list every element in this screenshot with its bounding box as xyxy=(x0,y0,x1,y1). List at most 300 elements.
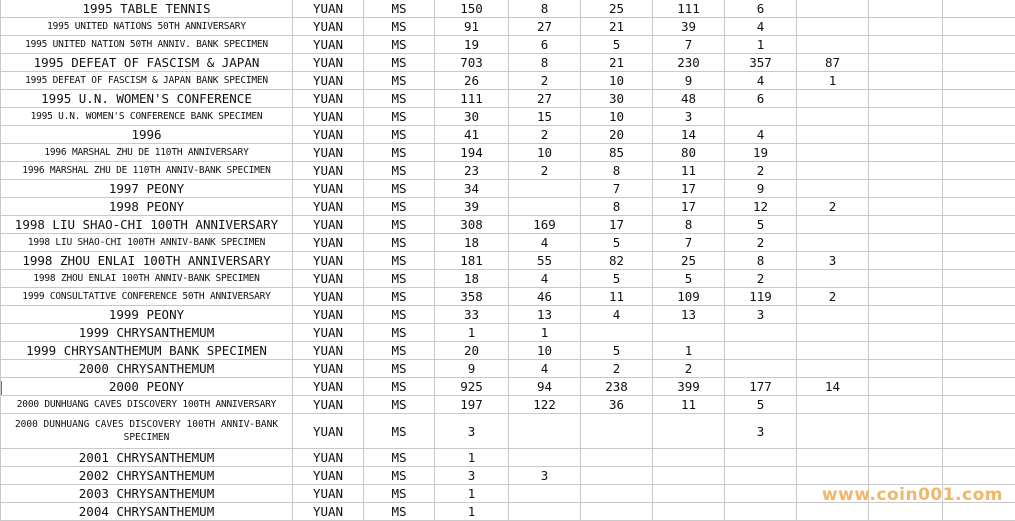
cell-c1[interactable]: 181 xyxy=(435,252,509,270)
cell-c1[interactable]: 150 xyxy=(435,0,509,18)
cell-c5[interactable] xyxy=(725,449,797,467)
cell-c1[interactable]: 30 xyxy=(435,108,509,126)
cell-c2[interactable]: 27 xyxy=(509,90,581,108)
cell-currency[interactable]: YUAN xyxy=(293,288,364,306)
cell-currency[interactable]: YUAN xyxy=(293,108,364,126)
cell-type[interactable]: MS xyxy=(364,108,435,126)
cell-c3[interactable]: 5 xyxy=(581,234,653,252)
cell-c2[interactable]: 10 xyxy=(509,342,581,360)
cell-currency[interactable]: YUAN xyxy=(293,503,364,521)
cell-c1[interactable]: 703 xyxy=(435,54,509,72)
empty-cell[interactable] xyxy=(943,414,1015,449)
cell-name[interactable]: 1996 MARSHAL ZHU DE 110TH ANNIVERSARY xyxy=(1,144,293,162)
cell-c1[interactable]: 3 xyxy=(435,414,509,449)
cell-name[interactable]: 1995 DEFEAT OF FASCISM & JAPAN BANK SPECIMEN xyxy=(1,72,293,90)
cell-currency[interactable]: YUAN xyxy=(293,306,364,324)
cell-currency[interactable]: YUAN xyxy=(293,234,364,252)
cell-type[interactable]: MS xyxy=(364,180,435,198)
cell-c1[interactable]: 1 xyxy=(435,324,509,342)
cell-c4[interactable]: 39 xyxy=(653,18,725,36)
cell-c3[interactable]: 30 xyxy=(581,90,653,108)
cell-name[interactable]: 1995 DEFEAT OF FASCISM & JAPAN xyxy=(1,54,293,72)
cell-type[interactable]: MS xyxy=(364,252,435,270)
cell-name[interactable]: 1999 CONSULTATIVE CONFERENCE 50TH ANNIVERSARY xyxy=(1,288,293,306)
empty-cell[interactable] xyxy=(943,144,1015,162)
cell-c5[interactable]: 9 xyxy=(725,180,797,198)
cell-name[interactable]: 2003 CHRYSANTHEMUM xyxy=(1,485,293,503)
cell-c3[interactable]: 5 xyxy=(581,36,653,54)
cell-c2[interactable]: 46 xyxy=(509,288,581,306)
cell-c4[interactable]: 17 xyxy=(653,198,725,216)
empty-cell[interactable] xyxy=(869,252,943,270)
cell-c6[interactable] xyxy=(797,0,869,18)
cell-name[interactable]: 1998 ZHOU ENLAI 100TH ANNIV-BANK SPECIMEN xyxy=(1,270,293,288)
empty-cell[interactable] xyxy=(869,162,943,180)
cell-type[interactable]: MS xyxy=(364,485,435,503)
cell-c4[interactable]: 7 xyxy=(653,234,725,252)
cell-c5[interactable]: 5 xyxy=(725,216,797,234)
cell-name[interactable]: 1995 TABLE TENNIS xyxy=(1,0,293,18)
cell-c1[interactable]: 18 xyxy=(435,234,509,252)
cell-type[interactable]: MS xyxy=(364,503,435,521)
cell-c5[interactable]: 4 xyxy=(725,126,797,144)
cell-c2[interactable]: 10 xyxy=(509,144,581,162)
cell-c3[interactable]: 85 xyxy=(581,144,653,162)
cell-c4[interactable]: 1 xyxy=(653,342,725,360)
cell-name[interactable]: 1995 UNITED NATION 50TH ANNIV. BANK SPECIMEN xyxy=(1,36,293,54)
cell-type[interactable]: MS xyxy=(364,306,435,324)
cell-c4[interactable]: 80 xyxy=(653,144,725,162)
empty-cell[interactable] xyxy=(943,449,1015,467)
cell-type[interactable]: MS xyxy=(364,216,435,234)
cell-c5[interactable] xyxy=(725,108,797,126)
cell-c6[interactable] xyxy=(797,270,869,288)
cell-type[interactable]: MS xyxy=(364,162,435,180)
cell-c2[interactable]: 3 xyxy=(509,467,581,485)
empty-cell[interactable] xyxy=(943,324,1015,342)
cell-c3[interactable]: 7 xyxy=(581,180,653,198)
cell-c6[interactable] xyxy=(797,162,869,180)
cell-c2[interactable]: 8 xyxy=(509,54,581,72)
empty-cell[interactable] xyxy=(943,378,1015,396)
cell-c3[interactable]: 8 xyxy=(581,162,653,180)
cell-c1[interactable]: 18 xyxy=(435,270,509,288)
cell-c5[interactable]: 6 xyxy=(725,0,797,18)
cell-currency[interactable]: YUAN xyxy=(293,18,364,36)
cell-type[interactable]: MS xyxy=(364,414,435,449)
cell-c4[interactable]: 11 xyxy=(653,162,725,180)
cell-c2[interactable]: 2 xyxy=(509,72,581,90)
cell-c3[interactable] xyxy=(581,324,653,342)
cell-name[interactable]: 1996 xyxy=(1,126,293,144)
cell-currency[interactable]: YUAN xyxy=(293,36,364,54)
cell-name[interactable]: 1995 UNITED NATIONS 50TH ANNIVERSARY xyxy=(1,18,293,36)
cell-c6[interactable] xyxy=(797,108,869,126)
cell-c6[interactable] xyxy=(797,216,869,234)
cell-c6[interactable] xyxy=(797,234,869,252)
empty-cell[interactable] xyxy=(869,126,943,144)
cell-c3[interactable]: 5 xyxy=(581,342,653,360)
cell-c2[interactable]: 4 xyxy=(509,360,581,378)
cell-currency[interactable]: YUAN xyxy=(293,72,364,90)
cell-c1[interactable]: 26 xyxy=(435,72,509,90)
empty-cell[interactable] xyxy=(869,467,943,485)
cell-c1[interactable]: 20 xyxy=(435,342,509,360)
cell-c6[interactable] xyxy=(797,342,869,360)
cell-type[interactable]: MS xyxy=(364,270,435,288)
empty-cell[interactable] xyxy=(869,288,943,306)
cell-type[interactable]: MS xyxy=(364,72,435,90)
cell-c2[interactable]: 2 xyxy=(509,162,581,180)
cell-currency[interactable]: YUAN xyxy=(293,324,364,342)
cell-c2[interactable]: 13 xyxy=(509,306,581,324)
empty-cell[interactable] xyxy=(943,126,1015,144)
cell-c2[interactable]: 94 xyxy=(509,378,581,396)
cell-c3[interactable]: 2 xyxy=(581,360,653,378)
cell-c3[interactable]: 82 xyxy=(581,252,653,270)
cell-c4[interactable]: 5 xyxy=(653,270,725,288)
cell-c6[interactable]: 2 xyxy=(797,288,869,306)
cell-c6[interactable] xyxy=(797,324,869,342)
empty-cell[interactable] xyxy=(943,36,1015,54)
cell-c5[interactable] xyxy=(725,503,797,521)
cell-c2[interactable] xyxy=(509,414,581,449)
cell-c5[interactable]: 357 xyxy=(725,54,797,72)
cell-name[interactable]: 2000 DUNHUANG CAVES DISCOVERY 100TH ANNIV-BANK SPECIMEN xyxy=(1,414,293,449)
cell-c6[interactable]: 14 xyxy=(797,378,869,396)
cell-c2[interactable]: 2 xyxy=(509,126,581,144)
cell-type[interactable]: MS xyxy=(364,324,435,342)
cell-c1[interactable]: 23 xyxy=(435,162,509,180)
cell-c5[interactable]: 3 xyxy=(725,306,797,324)
cell-c4[interactable]: 11 xyxy=(653,396,725,414)
cell-c3[interactable]: 11 xyxy=(581,288,653,306)
cell-c4[interactable]: 7 xyxy=(653,36,725,54)
cell-c6[interactable] xyxy=(797,467,869,485)
cell-c5[interactable]: 5 xyxy=(725,396,797,414)
empty-cell[interactable] xyxy=(869,234,943,252)
empty-cell[interactable] xyxy=(869,396,943,414)
cell-name[interactable]: 1999 PEONY xyxy=(1,306,293,324)
cell-type[interactable]: MS xyxy=(364,54,435,72)
cell-c4[interactable] xyxy=(653,324,725,342)
cell-c2[interactable]: 8 xyxy=(509,0,581,18)
cell-c3[interactable] xyxy=(581,449,653,467)
cell-c4[interactable]: 109 xyxy=(653,288,725,306)
cell-c5[interactable]: 4 xyxy=(725,18,797,36)
cell-c4[interactable]: 8 xyxy=(653,216,725,234)
empty-cell[interactable] xyxy=(943,54,1015,72)
cell-c4[interactable] xyxy=(653,414,725,449)
cell-c3[interactable] xyxy=(581,414,653,449)
cell-c1[interactable]: 1 xyxy=(435,503,509,521)
cell-name[interactable]: 1997 PEONY xyxy=(1,180,293,198)
cell-currency[interactable]: YUAN xyxy=(293,198,364,216)
empty-cell[interactable] xyxy=(943,216,1015,234)
empty-cell[interactable] xyxy=(943,306,1015,324)
cell-c3[interactable]: 4 xyxy=(581,306,653,324)
cell-c2[interactable] xyxy=(509,180,581,198)
cell-c3[interactable]: 21 xyxy=(581,54,653,72)
cell-c1[interactable]: 39 xyxy=(435,198,509,216)
cell-c2[interactable]: 6 xyxy=(509,36,581,54)
cell-c1[interactable]: 3 xyxy=(435,467,509,485)
empty-cell[interactable] xyxy=(869,90,943,108)
cell-type[interactable]: MS xyxy=(364,18,435,36)
cell-type[interactable]: MS xyxy=(364,342,435,360)
empty-cell[interactable] xyxy=(943,108,1015,126)
empty-cell[interactable] xyxy=(943,18,1015,36)
cell-type[interactable]: MS xyxy=(364,467,435,485)
cell-name[interactable]: 1999 CHRYSANTHEMUM BANK SPECIMEN xyxy=(1,342,293,360)
cell-c3[interactable]: 36 xyxy=(581,396,653,414)
empty-cell[interactable] xyxy=(943,503,1015,521)
cell-c4[interactable]: 399 xyxy=(653,378,725,396)
empty-cell[interactable] xyxy=(869,378,943,396)
cell-c4[interactable] xyxy=(653,503,725,521)
empty-cell[interactable] xyxy=(943,234,1015,252)
cell-type[interactable]: MS xyxy=(364,360,435,378)
empty-cell[interactable] xyxy=(869,54,943,72)
cell-c4[interactable]: 14 xyxy=(653,126,725,144)
cell-currency[interactable]: YUAN xyxy=(293,162,364,180)
cell-c5[interactable]: 4 xyxy=(725,72,797,90)
empty-cell[interactable] xyxy=(943,467,1015,485)
cell-c1[interactable]: 197 xyxy=(435,396,509,414)
empty-cell[interactable] xyxy=(869,144,943,162)
empty-cell[interactable] xyxy=(869,0,943,18)
cell-c3[interactable] xyxy=(581,485,653,503)
cell-c2[interactable] xyxy=(509,449,581,467)
cell-c3[interactable]: 10 xyxy=(581,72,653,90)
cell-c6[interactable]: 3 xyxy=(797,252,869,270)
cell-c4[interactable]: 111 xyxy=(653,0,725,18)
cell-c5[interactable] xyxy=(725,360,797,378)
cell-c2[interactable]: 122 xyxy=(509,396,581,414)
cell-currency[interactable]: YUAN xyxy=(293,360,364,378)
empty-cell[interactable] xyxy=(943,180,1015,198)
cell-c4[interactable] xyxy=(653,485,725,503)
cell-c3[interactable]: 10 xyxy=(581,108,653,126)
cell-c2[interactable]: 4 xyxy=(509,234,581,252)
cell-c3[interactable]: 5 xyxy=(581,270,653,288)
empty-cell[interactable] xyxy=(943,162,1015,180)
cell-c6[interactable] xyxy=(797,180,869,198)
cell-c6[interactable]: 1 xyxy=(797,72,869,90)
cell-name[interactable]: 2000 PEONY xyxy=(1,378,293,396)
cell-c5[interactable]: 2 xyxy=(725,162,797,180)
cell-name[interactable]: 2001 CHRYSANTHEMUM xyxy=(1,449,293,467)
cell-c5[interactable]: 2 xyxy=(725,234,797,252)
empty-cell[interactable] xyxy=(943,252,1015,270)
cell-type[interactable]: MS xyxy=(364,288,435,306)
empty-cell[interactable] xyxy=(943,288,1015,306)
cell-type[interactable]: MS xyxy=(364,126,435,144)
empty-cell[interactable] xyxy=(869,18,943,36)
cell-currency[interactable]: YUAN xyxy=(293,449,364,467)
cell-name[interactable]: 1998 ZHOU ENLAI 100TH ANNIVERSARY xyxy=(1,252,293,270)
cell-currency[interactable]: YUAN xyxy=(293,0,364,18)
cell-c6[interactable]: 2 xyxy=(797,198,869,216)
empty-cell[interactable] xyxy=(869,216,943,234)
cell-currency[interactable]: YUAN xyxy=(293,252,364,270)
cell-c4[interactable]: 3 xyxy=(653,108,725,126)
cell-c1[interactable]: 41 xyxy=(435,126,509,144)
cell-c1[interactable]: 91 xyxy=(435,18,509,36)
cell-c1[interactable]: 358 xyxy=(435,288,509,306)
cell-c2[interactable] xyxy=(509,485,581,503)
cell-c2[interactable]: 27 xyxy=(509,18,581,36)
cell-name[interactable]: 1999 CHRYSANTHEMUM xyxy=(1,324,293,342)
cell-c5[interactable]: 1 xyxy=(725,36,797,54)
cell-name[interactable]: 2004 CHRYSANTHEMUM xyxy=(1,503,293,521)
cell-c1[interactable]: 1 xyxy=(435,449,509,467)
cell-c4[interactable]: 25 xyxy=(653,252,725,270)
cell-name[interactable]: 2000 CHRYSANTHEMUM xyxy=(1,360,293,378)
empty-cell[interactable] xyxy=(943,0,1015,18)
cell-c5[interactable]: 2 xyxy=(725,270,797,288)
cell-c6[interactable] xyxy=(797,414,869,449)
cell-c1[interactable]: 194 xyxy=(435,144,509,162)
cell-name[interactable]: 1998 LIU SHAO-CHI 100TH ANNIVERSARY xyxy=(1,216,293,234)
cell-c1[interactable]: 308 xyxy=(435,216,509,234)
cell-c4[interactable]: 48 xyxy=(653,90,725,108)
cell-currency[interactable]: YUAN xyxy=(293,378,364,396)
cell-currency[interactable]: YUAN xyxy=(293,126,364,144)
empty-cell[interactable] xyxy=(943,90,1015,108)
empty-cell[interactable] xyxy=(943,360,1015,378)
cell-type[interactable]: MS xyxy=(364,0,435,18)
empty-cell[interactable] xyxy=(869,36,943,54)
cell-c6[interactable] xyxy=(797,503,869,521)
cell-type[interactable]: MS xyxy=(364,198,435,216)
cell-c3[interactable]: 21 xyxy=(581,18,653,36)
cell-c6[interactable] xyxy=(797,90,869,108)
cell-c5[interactable]: 3 xyxy=(725,414,797,449)
cell-type[interactable]: MS xyxy=(364,90,435,108)
cell-c2[interactable] xyxy=(509,503,581,521)
cell-c1[interactable]: 1 xyxy=(435,485,509,503)
cell-type[interactable]: MS xyxy=(364,396,435,414)
cell-type[interactable]: MS xyxy=(364,234,435,252)
empty-cell[interactable] xyxy=(943,72,1015,90)
cell-c3[interactable]: 25 xyxy=(581,0,653,18)
empty-cell[interactable] xyxy=(869,503,943,521)
empty-cell[interactable] xyxy=(869,270,943,288)
cell-c4[interactable] xyxy=(653,467,725,485)
cell-c5[interactable] xyxy=(725,342,797,360)
cell-name[interactable]: 2000 DUNHUANG CAVES DISCOVERY 100TH ANNIVERSARY xyxy=(1,396,293,414)
cell-type[interactable]: MS xyxy=(364,144,435,162)
cell-currency[interactable]: YUAN xyxy=(293,396,364,414)
empty-cell[interactable] xyxy=(869,108,943,126)
cell-c6[interactable] xyxy=(797,36,869,54)
cell-c1[interactable]: 925 xyxy=(435,378,509,396)
empty-cell[interactable] xyxy=(869,360,943,378)
cell-c6[interactable] xyxy=(797,126,869,144)
empty-cell[interactable] xyxy=(869,324,943,342)
cell-currency[interactable]: YUAN xyxy=(293,180,364,198)
cell-c6[interactable] xyxy=(797,18,869,36)
cell-c5[interactable] xyxy=(725,324,797,342)
cell-c1[interactable]: 9 xyxy=(435,360,509,378)
cell-c6[interactable]: 87 xyxy=(797,54,869,72)
cell-c4[interactable]: 13 xyxy=(653,306,725,324)
cell-currency[interactable]: YUAN xyxy=(293,485,364,503)
cell-name[interactable]: 1998 LIU SHAO-CHI 100TH ANNIV-BANK SPECIMEN xyxy=(1,234,293,252)
cell-currency[interactable]: YUAN xyxy=(293,216,364,234)
cell-c5[interactable] xyxy=(725,485,797,503)
cell-c2[interactable]: 1 xyxy=(509,324,581,342)
cell-c2[interactable]: 15 xyxy=(509,108,581,126)
cell-name[interactable]: 1998 PEONY xyxy=(1,198,293,216)
cell-c3[interactable]: 8 xyxy=(581,198,653,216)
cell-c1[interactable]: 19 xyxy=(435,36,509,54)
cell-c4[interactable]: 2 xyxy=(653,360,725,378)
cell-c6[interactable] xyxy=(797,306,869,324)
cell-name[interactable]: 1996 MARSHAL ZHU DE 110TH ANNIV-BANK SPECIMEN xyxy=(1,162,293,180)
empty-cell[interactable] xyxy=(943,396,1015,414)
cell-c2[interactable]: 55 xyxy=(509,252,581,270)
empty-cell[interactable] xyxy=(869,342,943,360)
cell-currency[interactable]: YUAN xyxy=(293,54,364,72)
cell-name[interactable]: 1995 U.N. WOMEN'S CONFERENCE xyxy=(1,90,293,108)
cell-c4[interactable]: 230 xyxy=(653,54,725,72)
cell-currency[interactable]: YUAN xyxy=(293,414,364,449)
cell-c5[interactable] xyxy=(725,467,797,485)
cell-c1[interactable]: 33 xyxy=(435,306,509,324)
empty-cell[interactable] xyxy=(869,72,943,90)
cell-c3[interactable] xyxy=(581,503,653,521)
empty-cell[interactable] xyxy=(869,449,943,467)
cell-currency[interactable]: YUAN xyxy=(293,342,364,360)
cell-c4[interactable]: 9 xyxy=(653,72,725,90)
cell-c4[interactable]: 17 xyxy=(653,180,725,198)
cell-c1[interactable]: 34 xyxy=(435,180,509,198)
cell-c6[interactable] xyxy=(797,360,869,378)
cell-c5[interactable]: 119 xyxy=(725,288,797,306)
empty-cell[interactable] xyxy=(943,342,1015,360)
empty-cell[interactable] xyxy=(943,270,1015,288)
cell-c6[interactable] xyxy=(797,396,869,414)
cell-c3[interactable]: 17 xyxy=(581,216,653,234)
empty-cell[interactable] xyxy=(943,198,1015,216)
cell-c6[interactable] xyxy=(797,144,869,162)
cell-c5[interactable]: 177 xyxy=(725,378,797,396)
cell-name[interactable]: 2002 CHRYSANTHEMUM xyxy=(1,467,293,485)
cell-currency[interactable]: YUAN xyxy=(293,467,364,485)
empty-cell[interactable] xyxy=(869,198,943,216)
cell-c2[interactable] xyxy=(509,198,581,216)
cell-c5[interactable]: 6 xyxy=(725,90,797,108)
cell-c3[interactable]: 238 xyxy=(581,378,653,396)
cell-c2[interactable]: 169 xyxy=(509,216,581,234)
empty-cell[interactable] xyxy=(869,306,943,324)
cell-currency[interactable]: YUAN xyxy=(293,270,364,288)
cell-c3[interactable] xyxy=(581,467,653,485)
cell-type[interactable]: MS xyxy=(364,36,435,54)
cell-c5[interactable]: 12 xyxy=(725,198,797,216)
cell-c6[interactable] xyxy=(797,449,869,467)
cell-c5[interactable]: 8 xyxy=(725,252,797,270)
cell-currency[interactable]: YUAN xyxy=(293,144,364,162)
cell-c4[interactable] xyxy=(653,449,725,467)
empty-cell[interactable] xyxy=(869,414,943,449)
cell-type[interactable]: MS xyxy=(364,378,435,396)
empty-cell[interactable] xyxy=(869,180,943,198)
cell-type[interactable]: MS xyxy=(364,449,435,467)
cell-c3[interactable]: 20 xyxy=(581,126,653,144)
